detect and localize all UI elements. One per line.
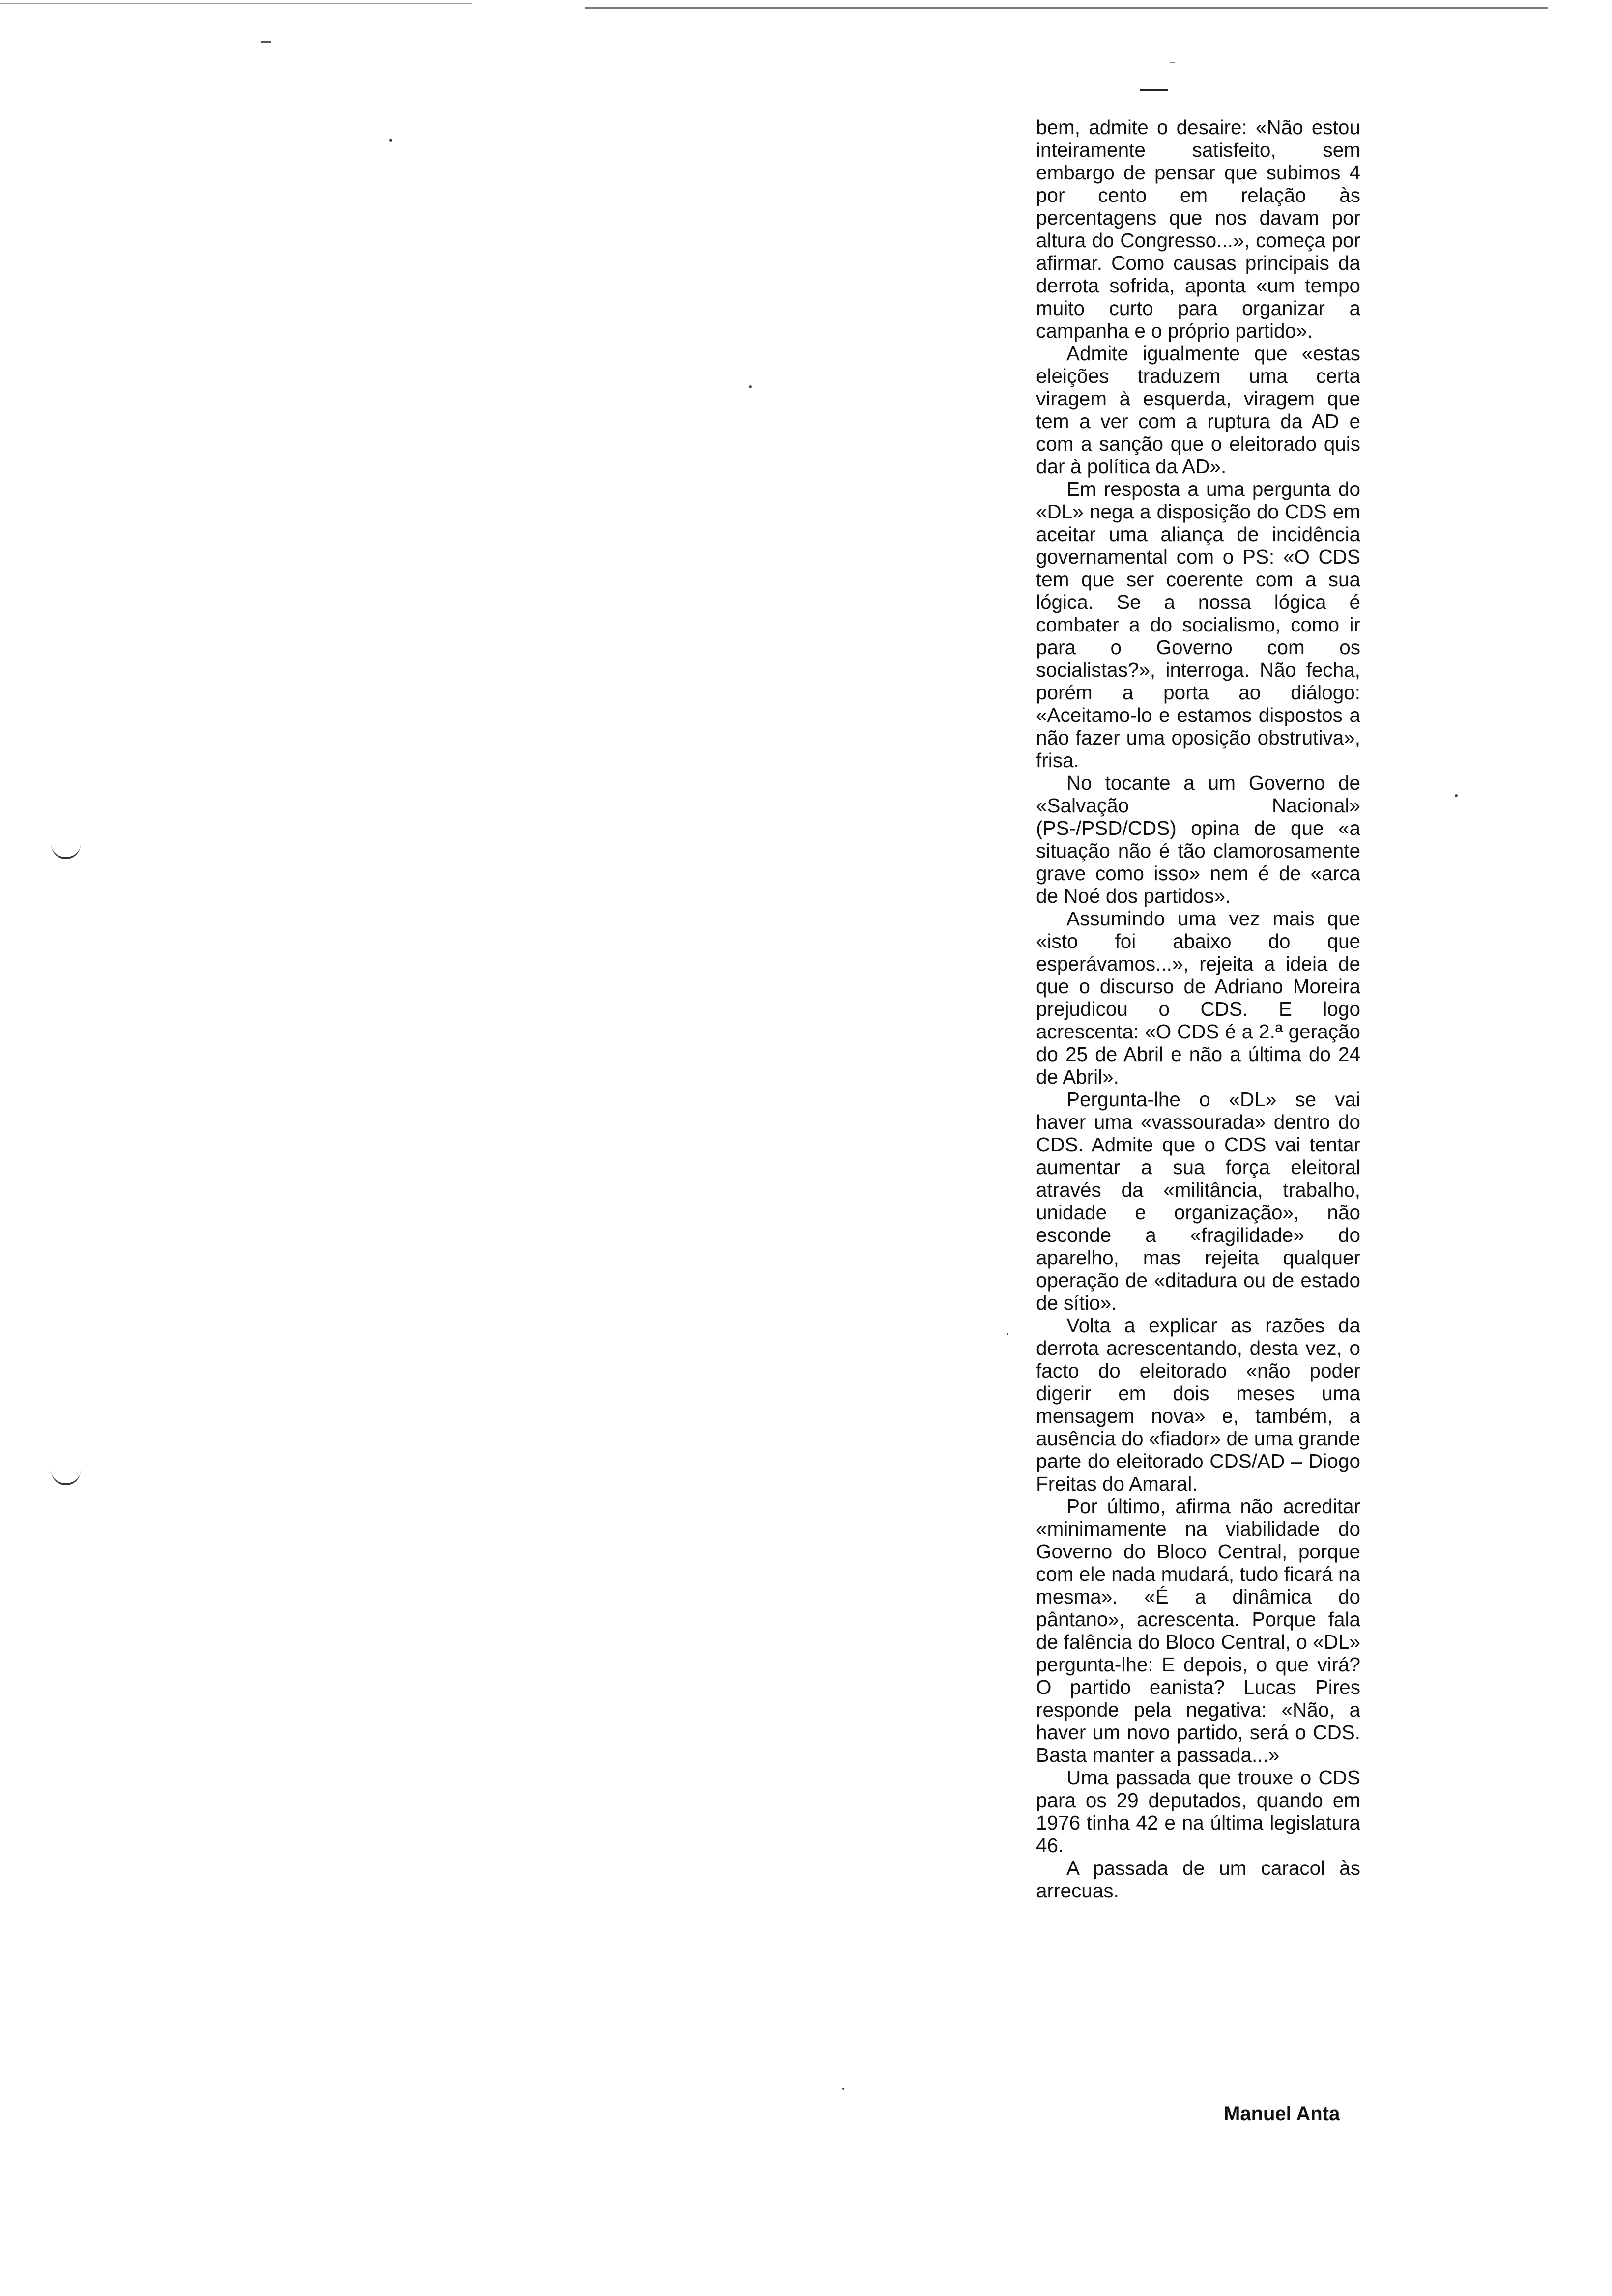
scan-mark <box>1140 89 1168 91</box>
article-paragraph: Volta a explicar as razões da derrota acrescentando, desta vez, o facto do eleitorado «não poder digerir em dois meses uma mensagem nova» e, também, a ausência do «fiador» de uma grande parte do eleitorado CDS/AD – Diogo Freitas do Amaral. <box>1036 1314 1360 1495</box>
article-paragraph: Por último, afirma não acreditar «minimamente na viabilidade do Governo do Bloco Central, porque com ele nada mudará, tudo ficará na mesma». «É a dinâmica do pântano», acrescenta. Porque fala de falência do Bloco Central, o «DL» pergunta-lhe: E depois, o que virá? O partido eanista? Lucas Pires responde pela negativa: «Não, a haver um novo partido, será o CDS. Basta manter a passada...» <box>1036 1495 1360 1766</box>
top-rule-left <box>0 3 472 4</box>
article-paragraph: Assumindo uma vez mais que «isto foi abaixo do que esperávamos...», rejeita a ideia de que o discurso de Adriano Moreira prejudicou o CDS. E logo acrescenta: «O CDS é a 2.ª geração do 25 de Abril e não a última do 24 de Abril». <box>1036 907 1360 1088</box>
scan-dot <box>749 385 752 388</box>
article-body <box>1036 116 1360 1902</box>
top-rule-right <box>585 7 1548 9</box>
scan-dot <box>389 139 392 142</box>
article-paragraph: Pergunta-lhe o «DL» se vai haver uma «vassourada» dentro do CDS. Admite que o CDS vai tentar aumentar a sua força eleitoral através da «militância, trabalho, unidade e organização», não esconde a «fragilidade» do aparelho, mas rejeita qualquer operação de «ditadura ou de estado de sítio». <box>1036 1088 1360 1314</box>
scan-mark <box>1170 62 1175 63</box>
scan-curve-mark <box>51 843 81 859</box>
article-paragraph: bem, admite o desaire: «Não estou inteiramente satisfeito, sem embargo de pensar que subimos 4 por cento em relação às percentagens que nos davam por altura do Congresso...», começa por afirmar. Como causas principais da derrota sofrida, aponta «um tempo muito curto para organizar a campanha e o próprio partido». <box>1036 116 1360 342</box>
scan-curve-mark <box>51 1469 81 1485</box>
article-paragraph: Uma passada que trouxe o CDS para os 29 deputados, quando em 1976 tinha 42 e na última legislatura 46. <box>1036 1766 1360 1857</box>
scan-dot <box>1007 1333 1008 1335</box>
scan-dot <box>1455 794 1458 797</box>
scan-dot <box>842 2088 844 2090</box>
article-paragraph: No tocante a um Governo de «Salvação Nacional» (PS-/PSD/CDS) opina de que «a situação não é tão clamorosamente grave como isso» nem é de «arca de Noé dos partidos». <box>1036 772 1360 907</box>
scan-mark <box>261 41 271 43</box>
author-byline: Manuel Anta <box>1224 2103 1340 2124</box>
article-paragraph: Admite igualmente que «estas eleições traduzem uma certa viragem à esquerda, viragem que tem a ver com a ruptura da AD e com a sanção que o eleitorado quis dar à política da AD». <box>1036 342 1360 478</box>
article-paragraph: Em resposta a uma pergunta do «DL» nega a disposição do CDS em aceitar uma aliança de incidência governamental com o PS: «O CDS tem que ser coerente com a sua lógica. Se a nossa lógica é combater a do socialismo, como ir para o Governo com os socialistas?», interroga. Não fecha, porém a porta ao diálogo: «Aceitamo-lo e estamos dispostos a não fazer uma oposição obstrutiva», frisa. <box>1036 478 1360 772</box>
article-paragraph: A passada de um caracol às arrecuas. <box>1036 1857 1360 1902</box>
